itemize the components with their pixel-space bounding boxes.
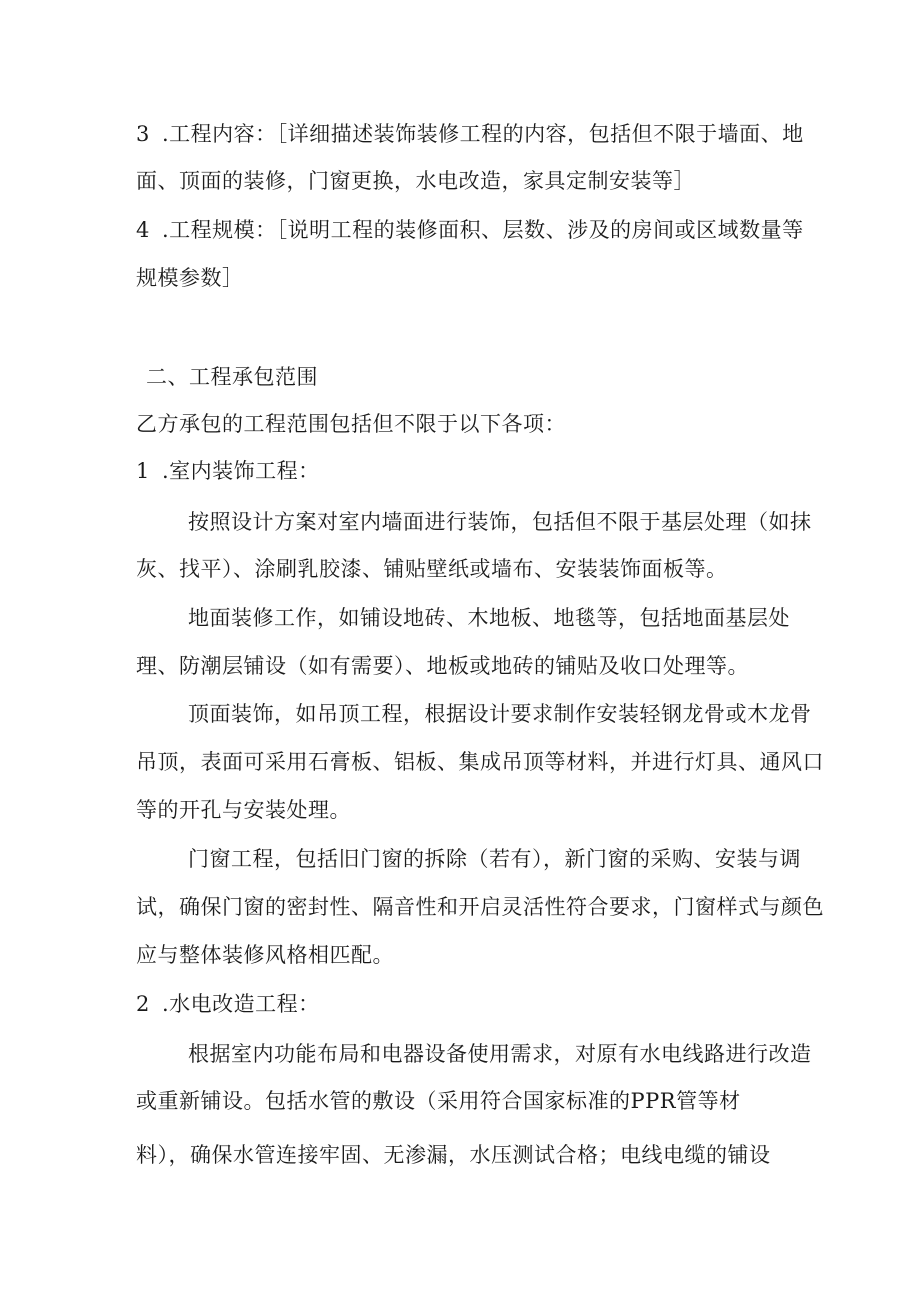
item-3-line-2: 面、顶面的装修，门窗更换，水电改造，家具定制安装等］ (136, 169, 695, 193)
sub1-para4-line-1: 门窗工程，包括旧门窗的拆除（若有），新门窗的采购、安装与调 (188, 847, 801, 871)
item-3-text: .工程内容：［详细描述装饰装修工程的内容，包括但不限于墙面、地 (162, 122, 804, 146)
item-4-number: 4 (136, 218, 150, 242)
item-3-line-1 (136, 120, 804, 148)
sub1-para2-line-2: 理、防潮层铺设（如有需要）、地板或地砖的铺贴及收口处理等。 (136, 654, 749, 678)
subsection-1-title: .室内装饰工程： (162, 459, 320, 483)
section-intro: 乙方承包的工程范围包括但不限于以下各项： (136, 412, 566, 436)
sub1-para3-line-2: 吊顶，表面可采用石膏板、铝板、集成吊顶等材料，并进行灯具、通风口 (136, 750, 824, 774)
sub1-para4-line-3: 应与整体装修风格相匹配。 (136, 943, 394, 967)
sub1-para3-line-1: 顶面装饰，如吊顶工程，根据设计要求制作安装轻钢龙骨或木龙骨 (188, 702, 812, 726)
sub1-para3-line-3: 等的开孔与安装处理。 (136, 798, 351, 822)
item-4-line-2: 规模参数］ (136, 266, 244, 290)
subsection-2-title: .水电改造工程： (162, 992, 320, 1016)
subsection-1-heading (136, 457, 320, 485)
item-4-text: .工程规模：［说明工程的装修面积、层数、涉及的房间或区域数量等 (162, 218, 804, 242)
section-title: 二、工程承包范围 (146, 365, 318, 389)
subsection-2-heading (136, 990, 320, 1018)
sub2-para1-line-1: 根据室内功能布局和电器设备使用需求，对原有水电线路进行改造 (188, 1042, 812, 1066)
sub1-para1-line-2: 灰、找平）、涂刷乳胶漆、铺贴壁纸或墙布、安装装饰面板等。 (136, 557, 728, 581)
item-3-number: 3 (136, 122, 150, 146)
item-4-line-1 (136, 216, 804, 244)
sub1-para2-line-1: 地面装修工作，如铺设地砖、木地板、地毯等，包括地面基层处 (188, 606, 790, 630)
sub2-para1-line-3: 料），确保水管连接牢固、无渗漏，水压测试合格；电线电缆的铺设 (136, 1143, 771, 1167)
sub2-para1-line-2: 或重新铺设。包括水管的敷设（采用符合国家标准的PPR管等材 (136, 1089, 741, 1113)
subsection-1-number: 1 (136, 459, 150, 483)
sub1-para4-line-2: 试，确保门窗的密封性、隔音性和开启灵活性符合要求，门窗样式与颜色 (136, 895, 824, 919)
sub1-para1-line-1: 按照设计方案对室内墙面进行装饰，包括但不限于基层处理（如抹 (188, 510, 812, 534)
subsection-2-number: 2 (136, 992, 150, 1016)
